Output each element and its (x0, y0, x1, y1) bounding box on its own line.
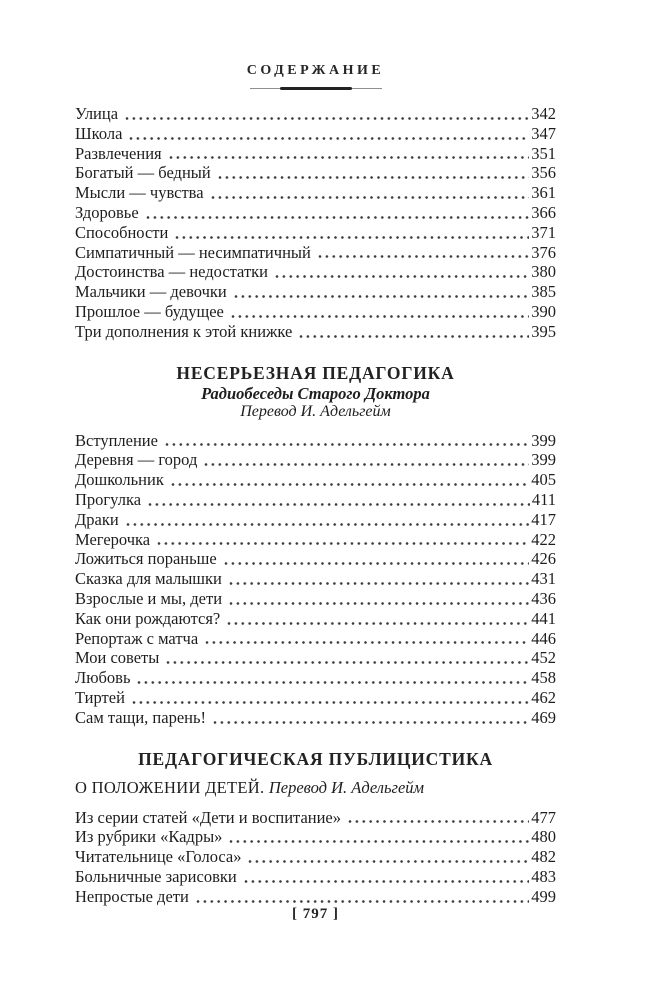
dot-leader (229, 601, 529, 606)
toc-entry-title: Больничные зарисовки (75, 866, 237, 886)
toc-entry-title: Богатый — бедный (75, 163, 211, 183)
dot-leader (275, 274, 529, 279)
toc-sections (75, 104, 556, 907)
section-subtitle: Радиобеседы Старого Доктора (201, 383, 430, 403)
toc-entry-title: Мои советы (75, 648, 160, 668)
toc-entry (75, 203, 556, 223)
toc-entry-page: 376 (531, 242, 556, 262)
toc-entry (75, 847, 556, 867)
toc-entry-page: 399 (531, 430, 556, 450)
toc-entry-page: 483 (531, 866, 556, 886)
subheading-caps: О ПОЛОЖЕНИИ ДЕТЕЙ. (75, 777, 269, 797)
toc-entry (75, 510, 556, 530)
toc-entry-page: 411 (531, 489, 556, 509)
toc-entry-page: 417 (531, 509, 556, 529)
toc-entry (75, 490, 556, 510)
toc-entry (75, 470, 556, 490)
toc-entry (75, 450, 556, 470)
toc-entry-page: 426 (531, 549, 556, 569)
dot-leader (213, 720, 529, 725)
toc-entry-page: 405 (531, 470, 556, 490)
dot-leader (348, 819, 529, 824)
toc-entry-title: Мальчики — девочки (75, 282, 227, 302)
toc-entry-title: Сказка для малышки (75, 569, 222, 589)
toc-entry-page: 469 (531, 707, 556, 727)
toc-entry-title: Из рубрики «Кадры» (75, 827, 223, 847)
dot-leader (129, 136, 529, 141)
toc-entry-title: Школа (75, 123, 123, 143)
toc-entry-page: 347 (531, 123, 556, 143)
dot-leader (224, 561, 530, 566)
dot-leader (137, 680, 529, 685)
toc-section (75, 104, 556, 342)
dot-leader (126, 522, 530, 527)
toc-entry-title: Непростые дети (75, 886, 189, 906)
dot-leader (132, 700, 529, 705)
toc-entry-page: 431 (531, 569, 556, 589)
toc-entry-page: 441 (531, 608, 556, 628)
toc-entry-page: 399 (531, 450, 556, 470)
dot-leader (231, 314, 529, 319)
dot-leader (146, 215, 530, 220)
toc-entry (75, 322, 556, 342)
toc-entry-page: 436 (531, 588, 556, 608)
toc-entry-page: 422 (531, 529, 556, 549)
toc-entry-title: Читательнице «Голоса» (75, 847, 242, 867)
dot-leader (229, 581, 529, 586)
toc-entry (75, 223, 556, 243)
toc-entry-page: 380 (531, 262, 556, 282)
dot-leader (299, 334, 529, 339)
toc-entry-page: 452 (531, 648, 556, 668)
toc-entry (75, 589, 556, 609)
dot-leader (227, 621, 529, 626)
toc-entry-title: Дошкольник (75, 470, 164, 490)
toc-entry (75, 530, 556, 550)
toc-entry-title: Мысли — чувства (75, 183, 204, 203)
toc-entry-list (75, 104, 556, 342)
toc-entry-title: Взрослые и мы, дети (75, 588, 223, 608)
toc-entry-page: 480 (531, 827, 556, 847)
toc-entry (75, 549, 556, 569)
toc-entry-title: Достоинства — недостатки (75, 262, 269, 282)
toc-section (75, 363, 556, 728)
toc-entry (75, 262, 556, 282)
dot-leader (244, 879, 530, 884)
section-heading: НЕСЕРЬЕЗНАЯ ПЕДАГОГИКА (176, 362, 455, 383)
toc-entry-page: 361 (531, 183, 556, 203)
dot-leader (248, 859, 529, 864)
toc-entry (75, 688, 556, 708)
subheading-translator: Перевод И. Адельгейм (268, 777, 425, 797)
toc-entry-list (75, 431, 556, 728)
toc-entry-title: Драки (75, 509, 119, 529)
folio-page-number: [ 797 ] (292, 906, 339, 922)
dot-leader (196, 899, 529, 904)
toc-entry-page: 458 (531, 668, 556, 688)
toc-entry-page: 390 (531, 301, 556, 321)
toc-entry-page: 356 (531, 163, 556, 183)
dot-leader (234, 294, 530, 299)
toc-entry-title: Деревня — город (75, 450, 198, 470)
toc-entry-page: 477 (531, 807, 556, 827)
dot-leader (157, 541, 529, 546)
toc-entry (75, 668, 556, 688)
toc-entry-title: Репортаж с матча (75, 628, 199, 648)
toc-entry-title: Три дополнения к этой книжке (75, 321, 293, 341)
toc-entry (75, 104, 556, 124)
dot-leader (171, 482, 529, 487)
toc-entry (75, 144, 556, 164)
toc-entry-title: Улица (75, 104, 119, 123)
toc-entry (75, 243, 556, 263)
toc-entry-page: 446 (531, 628, 556, 648)
dot-leader (205, 640, 529, 645)
dot-leader (166, 660, 529, 665)
dot-leader (318, 254, 529, 259)
toc-entry-title: Прогулка (75, 489, 142, 509)
dot-leader (218, 175, 530, 180)
toc-entry-title: Здоровье (75, 202, 139, 222)
toc-entry (75, 609, 556, 629)
toc-entry-title: Любовь (75, 668, 131, 688)
section-subheading (75, 778, 556, 798)
toc-entry (75, 708, 556, 728)
toc-entry-title: Сам тащи, парень! (75, 707, 206, 727)
toc-entry (75, 183, 556, 203)
dot-leader (211, 195, 530, 200)
ornament-thick-bar (280, 87, 352, 90)
toc-entry (75, 124, 556, 144)
dot-leader (204, 462, 529, 467)
toc-entry (75, 808, 556, 828)
dot-leader (169, 155, 530, 160)
toc-entry (75, 629, 556, 649)
dot-leader (229, 839, 529, 844)
toc-entry-title: Развлечения (75, 143, 162, 163)
toc-entry-page: 366 (531, 202, 556, 222)
ornament-rule (250, 86, 382, 91)
toc-entry-page: 342 (531, 104, 556, 123)
dot-leader (125, 116, 529, 121)
toc-entry-page: 385 (531, 282, 556, 302)
toc-entry-title: Тиртей (75, 687, 125, 707)
toc-entry-title: Из серии статей «Дети и воспитание» (75, 807, 342, 827)
toc-entry-title: Способности (75, 222, 169, 242)
toc-entry-page: 351 (531, 143, 556, 163)
toc-entry-title: Симпатичный — несимпатичный (75, 242, 311, 262)
toc-entry-page: 462 (531, 687, 556, 707)
section-heading: ПЕДАГОГИЧЕСКАЯ ПУБЛИЦИСТИКА (138, 748, 493, 769)
toc-entry-title: Мегерочка (75, 529, 151, 549)
toc-entry (75, 282, 556, 302)
section-translator: Перевод И. Адельгейм (240, 402, 391, 420)
toc-section (75, 749, 556, 907)
toc-entry-page: 482 (531, 847, 556, 867)
toc-entry-title: Прошлое — будущее (75, 301, 224, 321)
toc-entry (75, 569, 556, 589)
toc-entry (75, 648, 556, 668)
toc-entry (75, 163, 556, 183)
dot-leader (148, 502, 530, 507)
dot-leader (175, 235, 529, 240)
toc-entry-page: 371 (531, 222, 556, 242)
toc-entry (75, 867, 556, 887)
toc-entry-title: Как они рождаются? (75, 608, 221, 628)
toc-entry-list (75, 808, 556, 907)
toc-entry-title: Ложиться пораньше (75, 549, 217, 569)
toc-entry (75, 431, 556, 451)
page-title: СОДЕРЖАНИЕ (246, 63, 385, 78)
toc-entry-title: Вступление (75, 430, 158, 450)
dot-leader (165, 442, 529, 447)
toc-entry (75, 827, 556, 847)
toc-entry (75, 302, 556, 322)
toc-entry-page: 499 (531, 886, 556, 906)
toc-entry (75, 887, 556, 907)
toc-entry-page: 395 (531, 321, 556, 341)
